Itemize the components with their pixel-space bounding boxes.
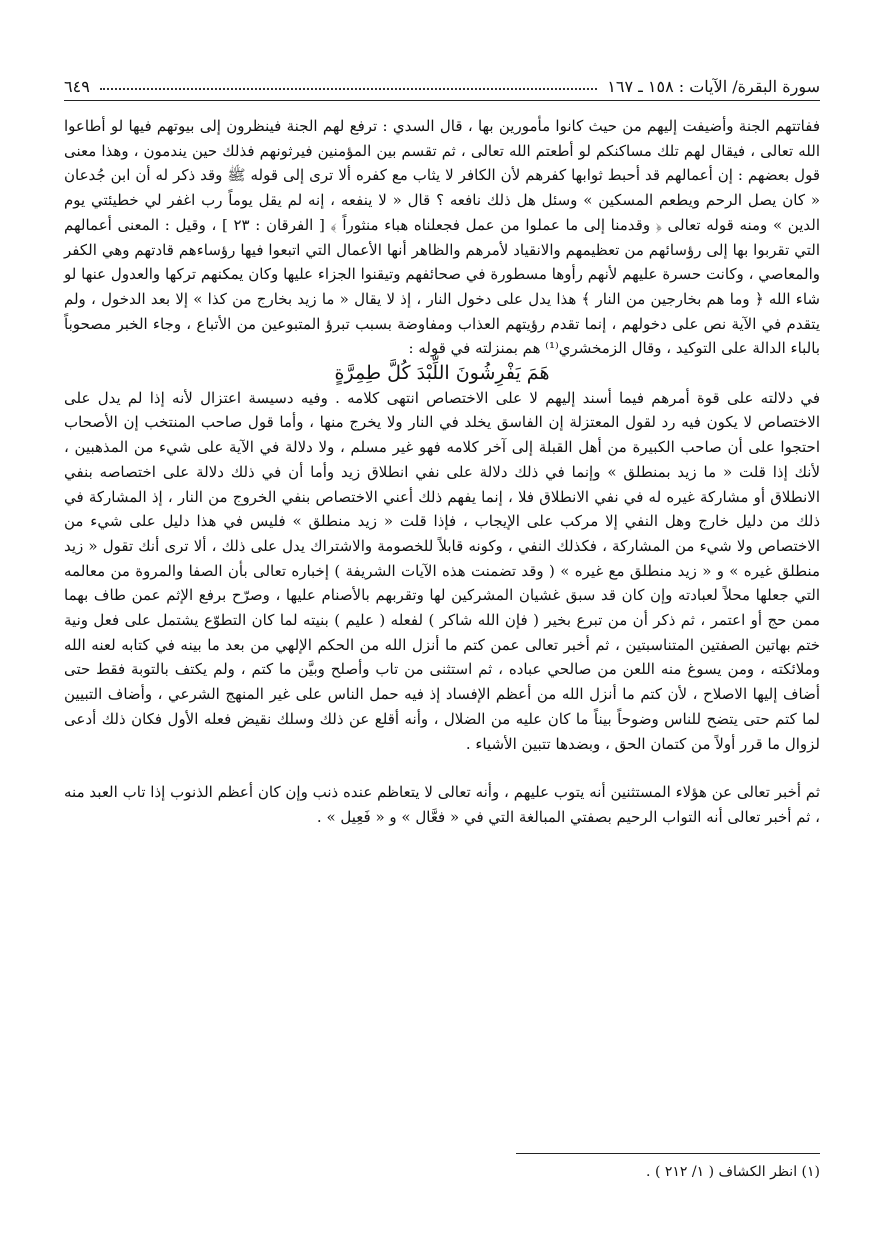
paragraph-3: ثم أخبر تعالى عن هؤلاء المستثنين أنه يتوب عليهم ، وأنه تعالى لا يتعاظم عنده ذنب وإن كان أعظم الذنوب إذا تاب العبد منه ، ثم أخبر تعالى أنه التواب الرحيم بصفتي المبالغة التي في « فعَّال » و « فَعِيل » .: [64, 783, 820, 826]
page-number: ٦٤٩: [64, 77, 90, 96]
page-header: [64, 72, 820, 101]
paragraph-spacer: [64, 756, 820, 780]
page-body: [64, 114, 820, 830]
running-title: سورة البقرة/ الآيات : ١٥٨ ـ ١٦٧: [607, 77, 820, 96]
footnote: (١) انظر الكشاف ( ١/ ٢١٢ ) .: [646, 1164, 820, 1180]
footnote-separator: [516, 1153, 820, 1154]
paragraph-2: في دلالته على قوة أمرهم فيما أسند إليهم لا على الاختصاص انتهى كلامه . وفيه دسيسة اعتزال لأنه إذا لم يدل على الاختصاص لا يكون فيه رد لقول المعتزلة إن الفاسق يخلد في النار ولا يخرج منها ، وأما قول صاحب المنتخب إن الأصحاب احتجوا على أن صاحب الكبيرة من أهل القبلة إلى آخر كلامه فهو غير مسلم ، ولا دلالة في الآية على شيء من المذهبين ، لأنك إذا قلت « ما زيد بمنطلق » وإنما في ذلك دلالة على نفي انطلاق زيد وأما أن في ذلك دلالة على اختصاصه بنفي الانطلاق أو مشاركة غيره له في نفي الانطلاق فلا ، إنما يفهم ذلك أعني الاختصاص بنفي الخروج من النار ، إذ المشاركة في ذلك من دليل خارج وهل النفي إلا مركب على الإيجاب ، فإذا قلت « زيد منطلق » فليس في هذا دليل على شيء من الاختصاص ولا شيء من المشاركة ، فكذلك النفي ، وكونه قابلاً للخصومة والاشتراك يدل على ذلك ، ألا ترى أنك تقول « زيد منطلق غيره » و « زيد منطلق مع غيره » ( وقد تضمنت هذه الآيات الشريفة ) إخباره تعالى بأن الصفا والمروة من معالمه التي جعلها محلاً لعبادته وإن كان قد سبق غشيان المشركين لها وتقربهم بالأصنام عليها ، وصرّح برفع الإثم عمن طاف بهما ممن حج أو اعتمر ، ثم ذكر أن من تبرع بخير ( فإن الله شاكر ) لفعله ( عليم ) بنيته لما كان التطوّع يشتمل على فعل ونية ختم بهاتين الصفتين المتناسبتين ، ثم أخبر تعالى عمن كتم ما أنزل الله من الحكم الإلهي من بعد ما بينه في كتابه لعنه الله وملائكته ، ومن يسوغ منه اللعن من صالحي عباده ، ثم استثنى من تاب وأصلح وبيَّن ما كتم ، ولم يكتف بالتوبة فقط حتى أضاف إليها الاصلاح ، لأن كتم ما أنزل الله من أعظم الإفساد إذ فيه حمل الناس على غير المنهج الشرعي ، وأضاف التبيين لما كتم حتى يتضح للناس وضوحاً بيناً ما كان عليه من الضلال ، وأنه أقلع عن ذلك وسلك نقيض فعله الأول فكان ذلك أدعى لزوال ما قرر أولاً من كتمان الحق ، وبضدها تتبين الأشياء .: [64, 388, 820, 753]
paragraph-1: ففاتتهم الجنة وأضيفت إليهم من حيث كانوا مأمورين بها ، قال السدي : ترفع لهم الجنة فينظرون إلى بيوتهم فيها لو أطاعوا الله تعالى ، فيقال لهم تلك مساكنكم لو أطعتم الله تعالى ، ثم تقسم بين المؤمنين فيرثونهم فذلك حين يندمون ، وهذا معنى قول بعضهم : إن أعمالهم قد أحبط ثوابها كفرهم لأن الكافر لا يثاب مع كفره ألا ترى إلى قوله ﷺ وقد ذكر له أن ابن جُدعان « كان يصل الرحم ويطعم المسكين » وسئل هل ذلك نافعه ؟ قال « لا ينفعه ، إنه لم يقل يوماً رب اغفر لي خطيئتي يوم الدين » ومنه قوله تعالى ﴿ وقدمنا إلى ما عملوا من عمل فجعلناه هباء منثوراً ﴾ [ الفرقان : ٢٣ ] ، وقيل : المعنى أعمالهم التي تقربوا بها إلى رؤسائهم من تعظيمهم والانقياد لأمرهم والظاهر أنها الأعمال التي اتبعوا فيها رؤساءهم قادتهم وهي الكفر والمعاصي ، وكانت حسرة عليهم لأنهم رأوها مسطورة في صحائفهم وتيقنوا الجزاء عليها وكان يمكنهم تركها والعدول عنها لو شاء الله ﴿ وما هم بخارجين من النار ﴾ هذا يدل على دخول النار ، إذ لا يقال « ما زيد بخارج من كذا » إلا بعد الدخول ، ولم يتقدم في الآية نص على دخولهم ، إنما تقدم رؤيتهم العذاب ومفاوضة بسبب تبرؤ المتبوعين من الأتباع ، وجاء الخبر مصحوباً بالباء الدالة على التوكيد ، وقال الزمخشري⁽¹⁾ هم بمنزلته في قوله :: [64, 117, 820, 358]
leader-dots: [100, 88, 597, 90]
poetry-verse: هَمَ يَفْرِشُونَ اللِّبْدَ كُلَّ طِمِرَّةٍ: [334, 362, 550, 385]
